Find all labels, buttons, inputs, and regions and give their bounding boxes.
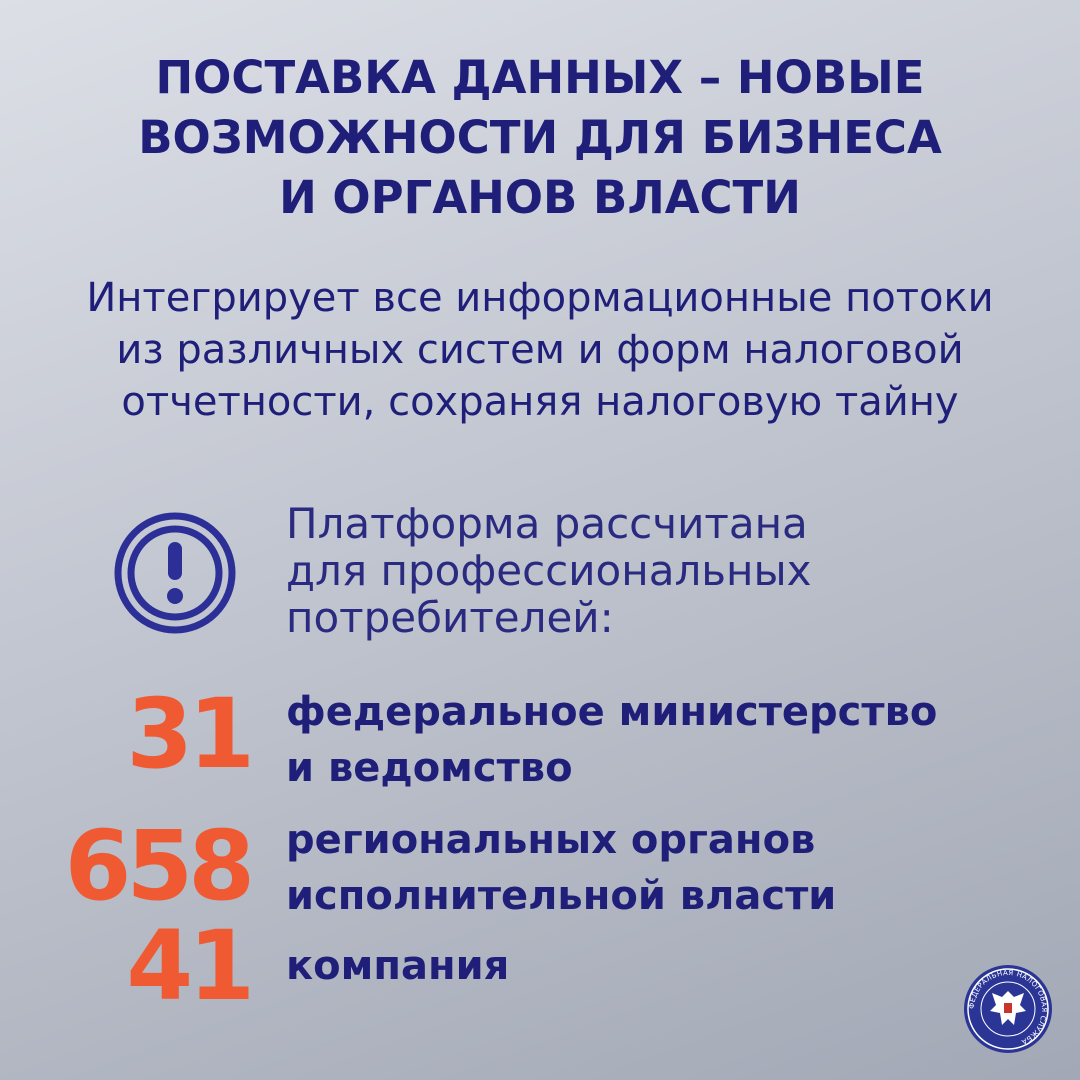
emblem-text: ФЕДЕРАЛЬНАЯ НАЛОГОВАЯ СЛУЖБА (967, 968, 1049, 1046)
stat-label-regional (286, 812, 836, 924)
stat-label-companies (286, 938, 509, 994)
stat-number-federal: 31 (126, 678, 250, 790)
notice-line-3: потребителей: (286, 593, 614, 642)
title-line-3: И ОРГАНОВ ВЛАСТИ (279, 171, 801, 224)
notice-text (286, 500, 812, 641)
stat-label-line-1: федеральное министерство (286, 689, 938, 735)
page-title (0, 48, 1080, 228)
subtitle-line-2: из различных систем и форм налоговой (116, 327, 964, 373)
title-line-2: ВОЗМОЖНОСТИ ДЛЯ БИЗНЕСА (138, 111, 942, 164)
stat-number-companies: 41 (126, 910, 250, 1022)
fns-emblem-icon (962, 963, 1054, 1055)
subtitle-line-3: отчетности, сохраняя налоговую тайну (121, 379, 959, 425)
title-line-1: ПОСТАВКА ДАННЫХ – НОВЫЕ (155, 51, 925, 104)
subtitle (0, 272, 1080, 428)
notice-line-2: для профессиональных (286, 546, 812, 595)
stat-label-line-2: и ведомство (286, 745, 573, 791)
stat-label-line-1: региональных органов (286, 817, 816, 863)
stat-label-federal (286, 684, 937, 796)
exclamation-circle-icon (114, 512, 236, 634)
notice-line-1: Платформа рассчитана (286, 499, 808, 548)
stat-number-regional: 658 (64, 810, 250, 922)
subtitle-line-1: Интегрирует все информационные потоки (86, 275, 994, 321)
stat-label-line-2: исполнительной власти (286, 873, 837, 919)
stat-label-line-1: компания (286, 943, 510, 989)
